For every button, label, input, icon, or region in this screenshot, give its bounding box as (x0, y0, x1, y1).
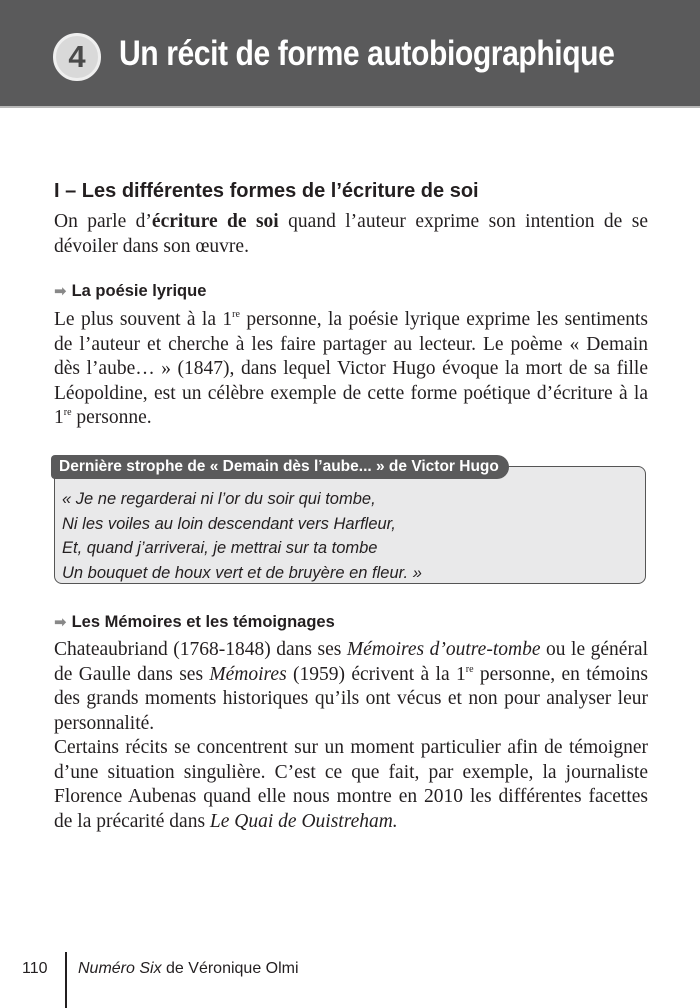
verse-line: Ni les voiles au loin descendant vers Harfleur, (62, 514, 396, 533)
superscript: re (465, 663, 474, 675)
chapter-number-badge (53, 33, 101, 81)
footer-book-title: Numéro Six (78, 960, 162, 977)
intro-text: On parle d’ (54, 211, 152, 232)
footer-author: de Véronique Olmi (161, 960, 299, 977)
quote-label: Dernière strophe de « Demain dès l’aube... » de Victor Hugo (51, 455, 509, 479)
quote-verses (62, 487, 422, 585)
memoires-text: ou le général de Gaulle dans ses (54, 639, 649, 685)
poesie-paragraph (54, 308, 648, 431)
poesie-text-3: personne. (71, 407, 152, 428)
intro-text-end: quand l’auteur exprime son intention de se dévoiler dans son œuvre. (54, 211, 648, 257)
poesie-text-2: personne, la poésie lyrique exprime les sentiments de l’auteur et cherche à les faire partager au lecteur. Le poème « Demain dès l’aube… » (1847), dans lequel Victor Hugo évoque la mort de sa fille Léopoldine, est un célèbre exemple de cette forme poétique d’écriture à la 1 (54, 309, 648, 428)
subheading-label: Les Mémoires et les témoignages (71, 613, 335, 631)
intro-keyword: écriture de soi (151, 211, 279, 232)
temoignage-text: Certains récits se concentrent sur un moment particulier afin de témoigner d’une situation singulière. C’est ce que fait, par exemple, la journaliste Florence Aubenas quand elle nous montre en 2010 les différentes facettes de la précarité dans (54, 737, 648, 832)
verse-line: « Je ne regarderai ni l’or du soir qui tombe, (62, 490, 376, 508)
temoignage-paragraph (54, 736, 648, 834)
running-footer (78, 960, 299, 978)
poesie-text-1: Le plus souvent à la 1 (54, 309, 233, 330)
subheading-memoires (54, 613, 335, 632)
verse-line: Un bouquet de houx vert et de bruyère en fleur. » (62, 563, 422, 582)
footer-divider (65, 952, 67, 1008)
memoires-text: personne, en témoins des grands moments historiques qu’ils ont vécus et non pour analyser leur personnalité. (54, 663, 649, 734)
book-title: Mémoires (209, 663, 287, 685)
header-divider (0, 106, 700, 108)
chapter-number: 4 (68, 39, 86, 74)
arrow-icon: ➡ (54, 283, 67, 300)
subheading-poesie (54, 282, 206, 301)
verse-line: Et, quand j’arriverai, je mettrai sur ta tombe (62, 539, 378, 557)
arrow-icon: ➡ (54, 614, 67, 631)
section-intro (54, 210, 648, 259)
section-title: I – Les différentes formes de l’écriture de soi (54, 180, 479, 202)
subheading-label: La poésie lyrique (71, 282, 207, 300)
memoires-text: Chateaubriand (1768-1848) dans ses (54, 639, 347, 660)
chapter-title: Un récit de forme autobiographique (119, 34, 615, 73)
superscript: re (63, 407, 72, 418)
memoires-paragraph (54, 638, 648, 736)
superscript: re (232, 309, 240, 320)
page-number: 110 (22, 960, 48, 977)
book-title: Mémoires d’outre-tombe (346, 639, 541, 660)
book-title: Le Quai de Ouistreham. (209, 810, 398, 832)
memoires-text: (1959) écrivent à la 1 (286, 663, 466, 685)
